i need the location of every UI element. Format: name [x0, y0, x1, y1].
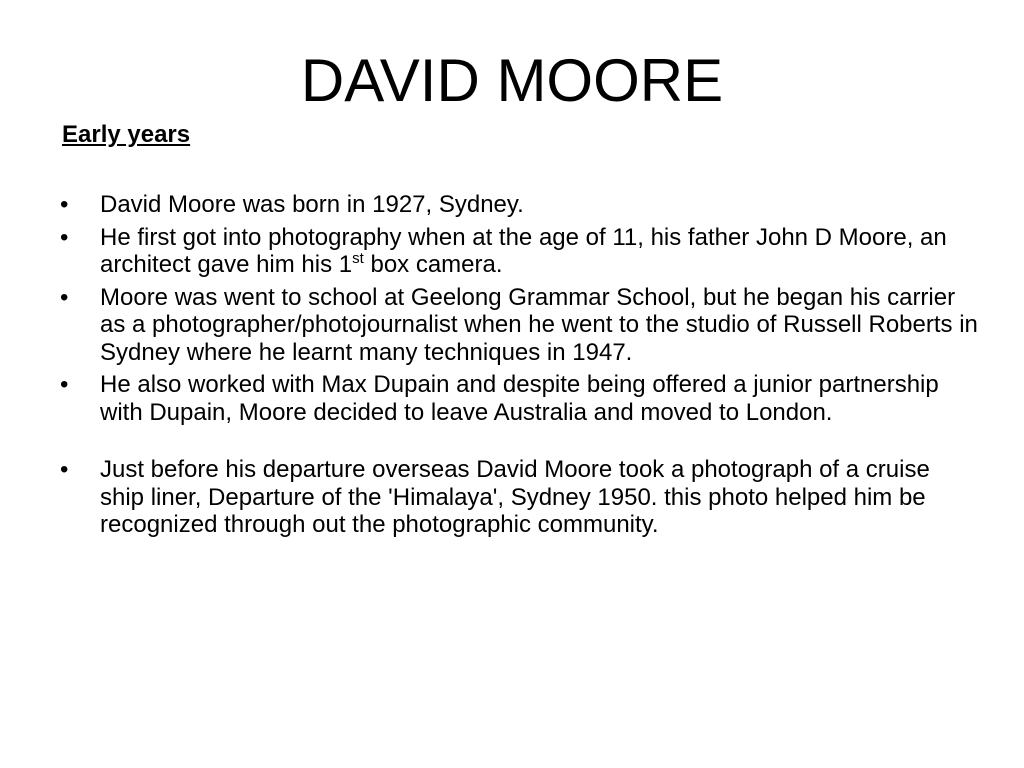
- ordinal-superscript: st: [352, 250, 364, 267]
- bullet-text: He first got into photography when at the age of 11, his father John D Moore, an architect gave him his 1: [100, 223, 947, 278]
- bullet-text: Moore was went to school at Geelong Grammar School, but he began his carrier as a photographer/photojournalist when he went to the studio of Russell Roberts in Sydney where he learnt many techniques in 1947.: [100, 283, 978, 366]
- bullet-item-himalaya: [60, 456, 980, 539]
- bullet-dot-icon: •: [60, 191, 69, 218]
- bullet-item-school: [60, 284, 980, 367]
- bullet-dot-icon: •: [60, 371, 69, 398]
- slide-title: DAVID MOORE: [300, 47, 724, 114]
- bullet-dot-icon: •: [60, 283, 69, 311]
- bullet-text: He also worked with Max Dupain and despite being offered a junior partnership with Dupain, Moore decided to leave Australia and moved to London.: [100, 371, 939, 426]
- bullet-list: [60, 191, 980, 544]
- bullet-text-continued: box camera.: [363, 251, 503, 278]
- bullet-item-first-camera: [60, 224, 980, 279]
- bullet-item-dupain: [60, 371, 980, 426]
- bullet-dot-icon: •: [60, 456, 69, 483]
- section-heading: Early years: [62, 121, 191, 148]
- bullet-text: Just before his departure overseas David Moore took a photograph of a cruise ship liner, Departure of the 'Himalaya', Sydney 1950. this photo helped him be recognized through out the photographic community.: [100, 456, 930, 538]
- bullet-item-birth: [60, 191, 980, 219]
- bullet-text: David Moore was born in 1927, Sydney.: [100, 191, 524, 218]
- bullet-dot-icon: •: [60, 223, 69, 251]
